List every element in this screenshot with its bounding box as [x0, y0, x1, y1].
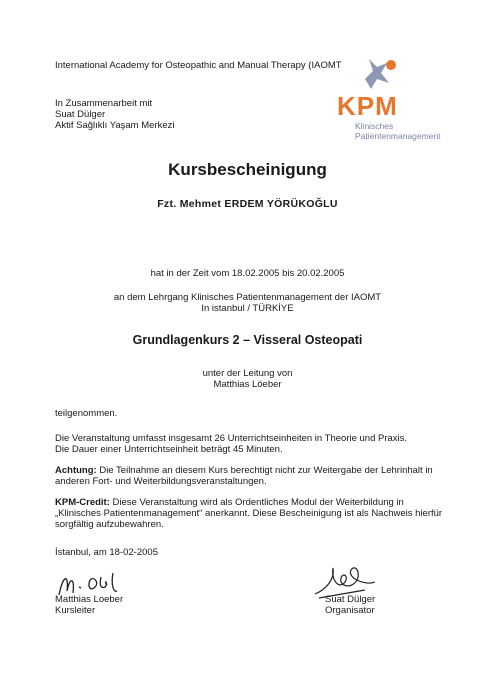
units-paragraph [55, 433, 455, 455]
credit-paragraph [55, 497, 455, 530]
leadership-intro: unter der Leitung von [202, 368, 293, 379]
collaboration-line-1: In Zusammenarbeit mit [55, 98, 153, 109]
units-line-2: Die Dauer einer Unterrichtseinheit beträgt 45 Minuten. [55, 444, 283, 455]
collaboration-line-3: Aktif Sağlıklı Yaşam Merkezi [55, 120, 175, 131]
credit-line-2: „Klinisches Patientenmanagement“ anerkannt. Diese Bescheinigung ist als Nachweis hierfür [55, 508, 443, 519]
units-line-1: Die Veranstaltung umfasst insgesamt 26 Unterrichtseinheiten in Theorie und Praxis. [55, 433, 408, 444]
organizer-name: Suat Dülger [325, 594, 376, 605]
credit-label: KPM-Credit: [55, 497, 110, 508]
logo-subtitle-1: Klinisches [355, 121, 394, 131]
place-date: İstanbul, am 18-02-2005 [55, 547, 158, 558]
leader-block [55, 594, 123, 616]
collaboration-block [55, 98, 175, 131]
kpm-logo [335, 55, 465, 141]
credit-line-1 [55, 497, 455, 508]
credit-text-1: Diese Veranstaltung wird als Ordentliches Modul der Weiterbildung in [109, 497, 404, 508]
organizer-role: Organisator [325, 605, 375, 616]
logo-subtitle [355, 121, 441, 141]
attention-line-1 [55, 465, 455, 476]
leader-role: Kursleiter [55, 605, 96, 616]
logo-text: KPM [337, 91, 398, 121]
leader-name: Matthias Loeber [55, 594, 124, 605]
participant-name: Fzt. Mehmet ERDEM YÖRÜKOĞLU [157, 198, 338, 210]
attention-text-1: Die Teilnahme an diesem Kurs berechtigt nicht zur Weitergabe der Lehrinhalt in [96, 465, 433, 476]
academy-name: International Academy for Osteopathic and Manual Therapy (IAOMT [55, 60, 342, 71]
course-location: In istanbul / TÜRKİYE [201, 303, 294, 314]
course-leader: Matthias Löeber [213, 379, 282, 390]
attention-paragraph [55, 465, 455, 487]
certificate-title: Kursbescheinigung [168, 160, 327, 179]
course-intro: an dem Lehrgang Klinisches Patientenmanagement der IAOMT [113, 292, 382, 303]
course-period: hat in der Zeit vom 18.02.2005 bis 20.02.2005 [150, 268, 345, 279]
credit-line-3: sorgfältig aufzubewahren. [55, 519, 164, 530]
logo-subtitle-2: Patientenmanagement [355, 131, 441, 141]
collaboration-line-2: Suat Dülger [55, 109, 106, 120]
attention-line-2: anderen Fort- und Weiterbildungsveranstaltungen. [55, 476, 267, 487]
course-name: Grundlagenkurs 2 – Visseral Osteopati [132, 333, 363, 347]
organizer-block [325, 594, 375, 616]
participated-text: teilgenommen. [55, 408, 118, 419]
attention-label: Achtung: [55, 465, 97, 476]
